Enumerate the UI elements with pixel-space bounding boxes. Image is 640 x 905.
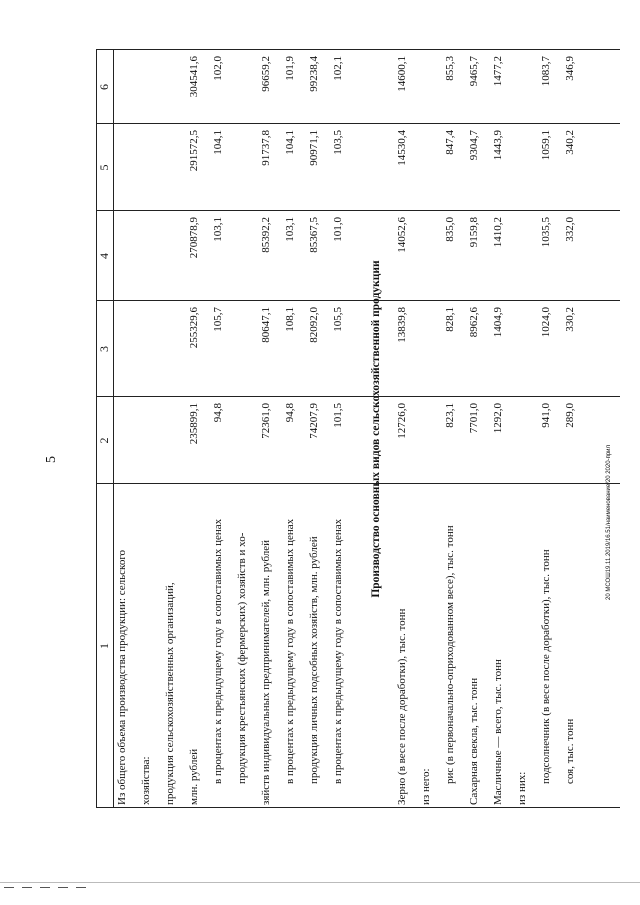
- table-cell: 332,0: [564, 217, 576, 242]
- page-number: 5: [44, 456, 59, 463]
- table-cell: 12726,0: [396, 403, 408, 439]
- table-cell: 1410,2: [492, 217, 504, 248]
- section-heading: Производство основных видов сельскохозяйственной продукции: [370, 260, 382, 598]
- row-label: хозяйства:: [140, 756, 152, 805]
- scan-margin-line: [0, 882, 640, 883]
- column-header: 5: [97, 164, 111, 171]
- table-cell: 101,9: [284, 56, 296, 81]
- table-cell: 103,1: [212, 217, 224, 242]
- table-cell: 340,2: [564, 130, 576, 155]
- header-bottom-border: [113, 50, 114, 808]
- table-cell: 835,0: [444, 217, 456, 242]
- scan-dash: [4, 887, 14, 888]
- table-cell: 1443,9: [492, 130, 504, 161]
- table-cell: 85392,2: [260, 217, 272, 253]
- row-label: продукция крестьянских (фермерских) хозяйств и хо-: [236, 532, 248, 784]
- table-cell: 1083,7: [540, 56, 552, 87]
- table-cell: 255329,6: [188, 307, 200, 349]
- table-cell: 9304,7: [468, 130, 480, 161]
- row-label: соя, тыс. тонн: [564, 718, 576, 784]
- table-cell: 9159,8: [468, 217, 480, 248]
- row-label: млн. рублей: [188, 748, 200, 805]
- table-cell: 1292,0: [492, 403, 504, 434]
- table-cell: 85367,5: [308, 217, 320, 253]
- table-cell: 1477,2: [492, 56, 504, 87]
- table-cell: 828,1: [444, 307, 456, 332]
- table-cell: 72361,0: [260, 403, 272, 439]
- table-cell: 103,5: [332, 130, 344, 155]
- row-label: продукция сельскохозяйственных организаций,: [164, 582, 176, 805]
- scan-dash: [40, 887, 50, 888]
- table-cell: 82092,0: [308, 307, 320, 343]
- scan-dash: [22, 887, 32, 888]
- table-cell: 91737,8: [260, 130, 272, 166]
- table-cell: 14600,1: [396, 56, 408, 92]
- table-cell: 9465,7: [468, 56, 480, 87]
- table-cell: 96659,2: [260, 56, 272, 92]
- table-cell: 291572,5: [188, 130, 200, 172]
- row-label: из них:: [516, 771, 528, 805]
- row-label: из него:: [420, 768, 432, 805]
- table-cell: 1035,5: [540, 217, 552, 248]
- table-cell: 104,1: [284, 130, 296, 155]
- table-cell: 1404,9: [492, 307, 504, 338]
- table-cell: 235899,1: [188, 403, 200, 445]
- row-label: Масличные — всего, тыс. тонн: [492, 659, 504, 805]
- table-cell: 102,0: [212, 56, 224, 81]
- table-cell: 108,1: [284, 307, 296, 332]
- row-label: зяйств индивидуальных предпринимателей, млн. рублей: [260, 539, 272, 805]
- column-header: 6: [97, 84, 111, 90]
- row-label: подсолнечник (в весе после доработки), тыс. тонн: [540, 549, 552, 784]
- table-cell: 289,0: [564, 403, 576, 428]
- column-header: 1: [97, 643, 111, 649]
- column-line: [96, 807, 620, 808]
- table-cell: 101,5: [332, 403, 344, 428]
- table-cell: 1024,0: [540, 307, 552, 338]
- table-cell: 74207,9: [308, 403, 320, 439]
- table-cell: 104,1: [212, 130, 224, 155]
- table-cell: 346,9: [564, 56, 576, 81]
- table-cell: 105,7: [212, 307, 224, 332]
- table-cell: 330,2: [564, 307, 576, 332]
- row-label: рис (в первоначально-оприходованном весе), тыс. тонн: [444, 525, 456, 784]
- table-cell: 99238,4: [308, 56, 320, 92]
- row-label: в процентах к предыдущему году в сопоставимых ценах: [212, 518, 224, 784]
- table-cell: 855,3: [444, 56, 456, 81]
- table-cell: 101,0: [332, 217, 344, 242]
- table-cell: 941,0: [540, 403, 552, 428]
- column-line: [96, 49, 620, 50]
- table-cell: 105,5: [332, 307, 344, 332]
- table-cell: 102,1: [332, 56, 344, 81]
- row-label: продукция личных подсобных хозяйств, млн. рублей: [308, 536, 320, 784]
- table-cell: 304541,6: [188, 56, 200, 98]
- row-label: в процентах к предыдущему году в сопоставимых ценах: [284, 518, 296, 784]
- column-header: 2: [97, 437, 111, 444]
- row-label: Из общего объема производства продукции: сельского: [116, 549, 128, 805]
- column-header: 4: [97, 253, 111, 259]
- table-cell: 103,1: [284, 217, 296, 242]
- table-cell: 13839,8: [396, 307, 408, 343]
- table-cell: 1059,1: [540, 130, 552, 161]
- table-cell: 14530,4: [396, 130, 408, 166]
- table-cell: 847,4: [444, 130, 456, 155]
- row-label: в процентах к предыдущему году в сопоставимых ценах: [332, 518, 344, 784]
- table-cell: 90971,1: [308, 130, 320, 166]
- table-cell: 14052,6: [396, 217, 408, 253]
- column-header: 3: [97, 346, 111, 352]
- row-label: Сахарная свекла, тыс. тонн: [468, 677, 480, 805]
- table-cell: 7701,0: [468, 403, 480, 434]
- table-cell: 94,8: [212, 403, 224, 423]
- table-cell: 270878,9: [188, 217, 200, 259]
- scan-dash: [76, 887, 86, 888]
- table-cell: 94,8: [284, 403, 296, 423]
- table-cell: 80647,1: [260, 307, 272, 343]
- table-cell: 823,1: [444, 403, 456, 428]
- footer-note: 20 МСОШ19.11.2019/16.51/наименование/20 2020-прил: [606, 444, 612, 600]
- table-cell: 8962,6: [468, 307, 480, 338]
- row-label: Зерно (в весе после доработки), тыс. тонн: [396, 608, 408, 805]
- production-table: [96, 50, 620, 808]
- scan-dash: [58, 887, 68, 888]
